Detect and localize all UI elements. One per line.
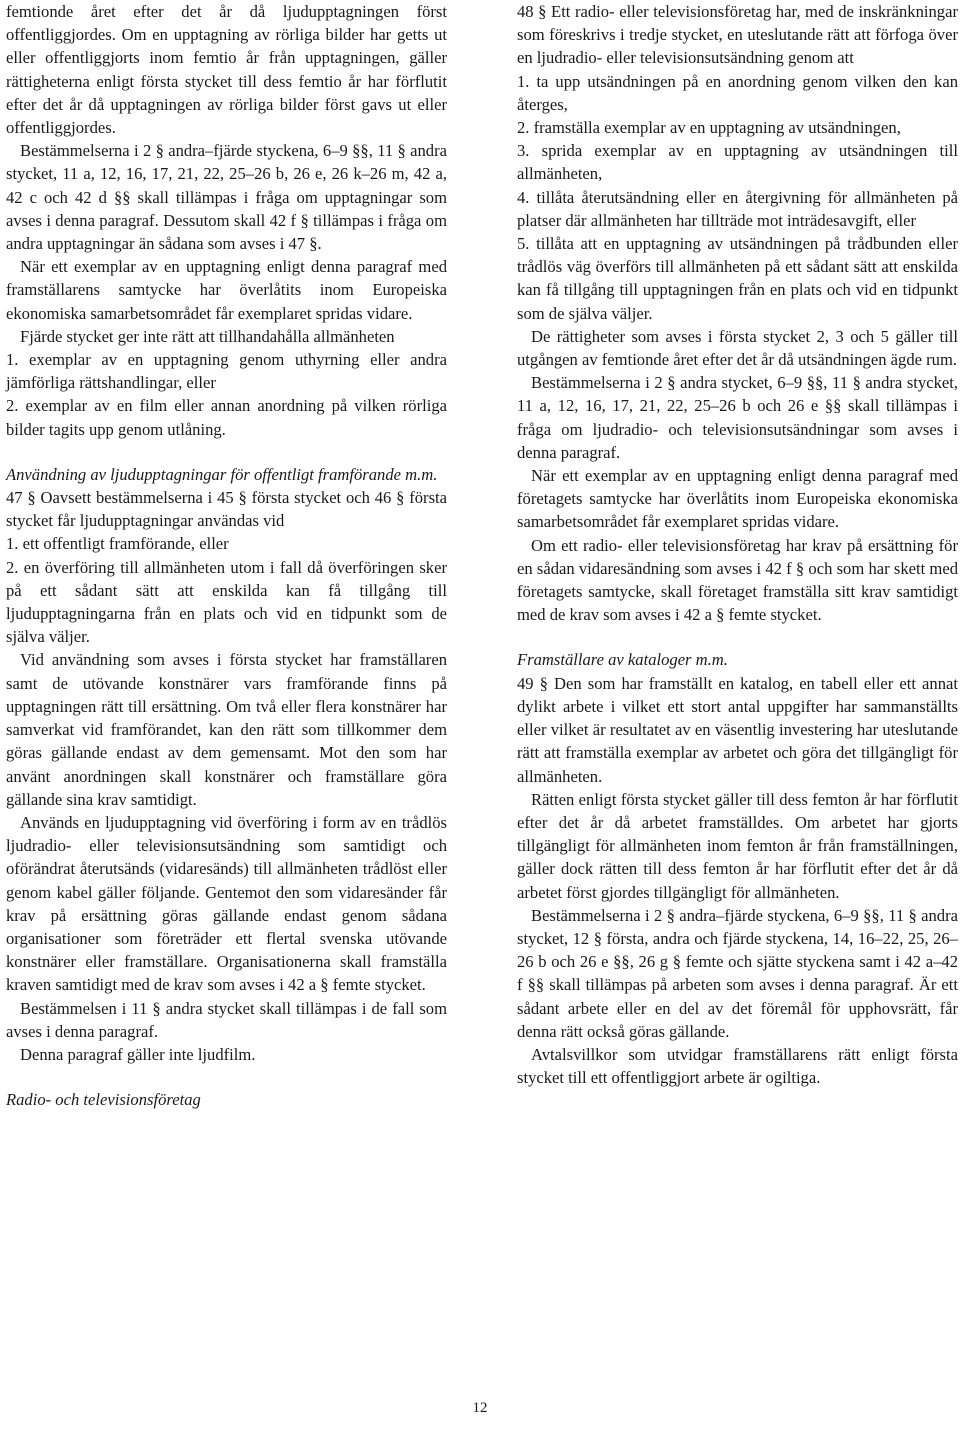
list-item: 2. en överföring till allmänheten utom i fall då överföringen sker på ett sådant sätt att enskilda kan få tillgång till ljudupptagningarna från en plats och vid en tidpunkt som de själva väljer. bbox=[6, 557, 447, 647]
paragraph: De rättigheter som avses i första stycket 2, 3 och 5 gäller till utgången av femtionde året efter det år då utsändningen ägde rum. bbox=[517, 326, 958, 370]
paragraph: Denna paragraf gäller inte ljudfilm. bbox=[20, 1044, 256, 1064]
list-item: 5. tillåta att en upptagning av utsändningen på trådbunden eller trådlös väg överförs till allmänheten på ett sådant sätt att enskilda kan få tillgång till upptagningen från en plats och vid en tidpunkt som de själva väljer. bbox=[517, 234, 958, 323]
right-column bbox=[517, 0, 958, 1089]
paragraph: femtionde året efter det år då ljudupptagningen först offentliggjordes. Om en upptagning av rörliga bilder har getts ut eller offentliggjorts inom femtio år från upptagningen, gäller rättigheterna enligt första stycket till dess femtio år har förflutit efter det år då upptagningen av rörliga bilder först gavs ut eller offentliggjordes. bbox=[6, 2, 447, 138]
paragraph: När ett exemplar av en upptagning enligt denna paragraf med framställarens samtycke har överlåtits inom Europeiska ekonomiska samarbetsområdet får exemplaret spridas vidare. bbox=[6, 257, 447, 323]
paragraph: När ett exemplar av en upptagning enligt denna paragraf med företagets samtycke har överlåtits inom Europeiska ekonomiska samarbetsområdet får exemplaret spridas vidare. bbox=[517, 466, 958, 532]
section-heading: Framställare av kataloger m.m. bbox=[517, 650, 728, 670]
paragraph: Bestämmelserna i 2 § andra–fjärde styckena, 6–9 §§, 11 § andra stycket, 12 § första, andra och fjärde styckena, 14, 16–22, 25, 26–26 b och 26 e §§, 26 g § femte och sjätte styckena samt i 42 a–42 f §§ skall tillämpas på arbeten som avses i denna paragraf. Är ett sådant arbete eller en del av det föremål för upphovsrätt, får denna rätt också göras gällande. bbox=[517, 905, 958, 1041]
left-column bbox=[6, 0, 447, 1111]
list-item: 1. exemplar av en upptagning genom uthyrning eller andra jämförliga rättshandlingar, eller bbox=[6, 350, 447, 393]
list-item: 3. sprida exemplar av en upptagning av utsändningen till allmänheten, bbox=[517, 141, 958, 184]
paragraph: Bestämmelserna i 2 § andra stycket, 6–9 §§, 11 § andra stycket, 11 a, 12, 16, 17, 21, 22, 25–26 b och 26 e §§ skall tillämpas i fråga om ljudradio- och televisionsutsändningar som avses i denna paragraf. bbox=[517, 373, 958, 462]
paragraph: 47 § Oavsett bestämmelserna i 45 § första stycket och 46 § första stycket får ljudupptagningar användas vid bbox=[6, 488, 447, 531]
list-item: 1. ta upp utsändningen på en anordning genom vilken den kan återges, bbox=[517, 71, 958, 114]
list-item: 2. framställa exemplar av en upptagning av utsändningen, bbox=[517, 118, 901, 138]
paragraph: Bestämmelsen i 11 § andra stycket skall tillämpas i de fall som avses i denna paragraf. bbox=[6, 998, 447, 1041]
paragraph: Om ett radio- eller televisionsföretag har krav på ersättning för en sådan vidaresändning som avses i 42 f § och som har skett med företagets samtycke, skall företaget framställa sitt krav samtidigt med de krav som avses i 42 a § femte stycket. bbox=[517, 535, 958, 625]
section-heading: Radio- och televisionsföretag bbox=[6, 1090, 201, 1110]
paragraph: Bestämmelserna i 2 § andra–fjärde styckena, 6–9 §§, 11 § andra stycket, 11 a, 12, 16, 17, 21, 22, 25–26 b, 26 e, 26 k–26 m, 42 a, 42 c och 42 d §§ skall tillämpas i fråga om upptagningar som avses i denna paragraf. Dessutom skall 42 f § tillämpas i fråga om andra upptagningar än sådana som avses i 47 §. bbox=[6, 141, 447, 254]
paragraph: Används en ljudupptagning vid överföring i form av en trådlös ljudradio- eller televisionsutsändning som samtidigt och oförändrat återutsänds (vidaresänds) till allmänheten trådlöst eller genom kabel gäller följande. Gentemot den som vidaresänder får krav på ersättning göras gällande endast genom sådana organisationer som företräder ett flertal svenska utövande konstnärer eller framställare. Organisationerna skall framställa kraven samtidigt med de krav som avses i 42 a § femte stycket. bbox=[6, 812, 447, 995]
list-item: 2. exemplar av en film eller annan anordning på vilken rörliga bilder tagits upp genom utlåning. bbox=[6, 396, 447, 439]
page-number: 12 bbox=[472, 1400, 488, 1416]
list-item: 4. tillåta återutsändning eller en återgivning för allmänheten på platser där allmänheten har tillträde mot inträdesavgift, eller bbox=[517, 187, 958, 230]
paragraph: Rätten enligt första stycket gäller till dess femton år har förflutit efter det år då arbetet framställdes. Om arbetet har gjorts tillgängligt för allmänheten inom femton år från framställningen, gäller dock rätten till dess femton år har förflutit efter det år då arbetet först gjordes tillgängligt för allmänheten. bbox=[517, 789, 958, 902]
paragraph: Fjärde stycket ger inte rätt att tillhandahålla allmänheten bbox=[20, 326, 395, 346]
section-heading: Användning av ljudupptagningar för offentligt framförande m.m. bbox=[6, 464, 438, 484]
paragraph: Vid användning som avses i första stycket har framställaren samt de utövande konstnärer vars framförande finns på upptagningen rätt till ersättning. Om två eller flera konstnärer har samverkat vid framförandet, kan den rätt som tillkommer dem göras gällande endast av dem gemensamt. Mot den som har använt anordningen skall konstnärer och framställare göra gällande sina krav samtidigt. bbox=[6, 650, 447, 809]
paragraph: 49 § Den som har framställt en katalog, en tabell eller ett annat dylikt arbete i vilket ett stort antal uppgifter har sammanställts eller vilket är resultatet av en väsentlig investering har uteslutande rätt att framställa exemplar av arbetet och göra det tillgängligt för allmänheten. bbox=[517, 673, 958, 786]
paragraph: 48 § Ett radio- eller televisionsföretag har, med de inskränkningar som föreskrivs i tredje stycket, en uteslutande rätt att förfoga över en ljudradio- eller televisionsutsändning genom att bbox=[517, 2, 958, 68]
paragraph: Avtalsvillkor som utvidgar framställarens rätt enligt första stycket till ett offentliggjort arbete är ogiltiga. bbox=[517, 1044, 958, 1088]
list-item: 1. ett offentligt framförande, eller bbox=[6, 534, 229, 554]
